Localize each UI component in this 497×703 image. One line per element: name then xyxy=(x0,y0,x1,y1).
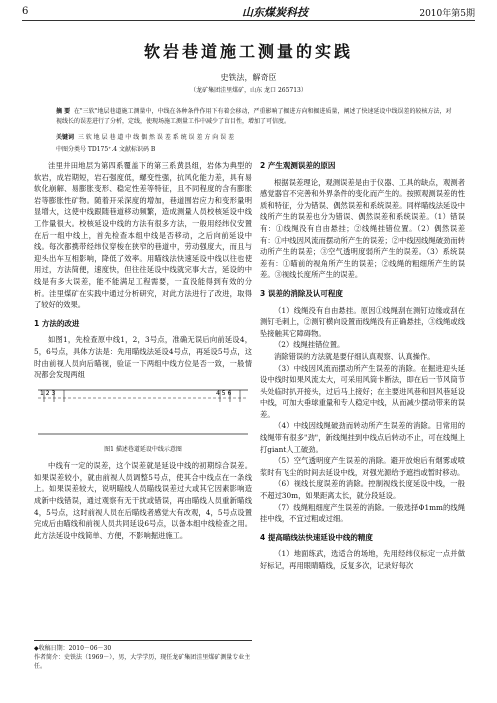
abstract xyxy=(56,107,456,127)
section3-heading: 3 误差的消除及认可程度 xyxy=(260,288,343,298)
section3-item: 消除错误的方法就是要仔细认真观察、认真操作。 xyxy=(274,351,435,361)
section3-item: （2）线绳挂错位置。 xyxy=(274,340,345,350)
section1-paragraph-1: 如图1，先检查原中线1，2，3号点，准确无误后向前延设4，5，6号点，具体方法是：先用瞄线法延设4号点，再延设5号点，这时由前视人员向后瞄视，验证一下两组中线方位是否一致，一般情况都会发现两组 xyxy=(34,335,252,380)
keywords-label: 关键词 xyxy=(56,134,75,141)
section1-heading: 1 方法的改进 xyxy=(34,318,80,328)
abstract-text: 在"三软"地层巷道施工测量中，中线在各种条件作用下有着会移动，严重影响了掘进方向和掘进质量，阐述了快速延设中线误差的较核方法，对视线长的误差进行了分析，定线，使现场施工测量工作中减少了盲目性，增加了可信度。 xyxy=(56,108,452,125)
section3-item: （6）视线长度误差的消除。控制视线长度延设中线，一般不超过30m，如果距离太长，就分段延设。 xyxy=(260,479,465,501)
section3-item: （7）线绳粗细度产生误差的消除。一般选择Φ1mm的线绳挂中线，不宜过粗或过细。 xyxy=(260,502,465,524)
issue-label: 2010年第5期 xyxy=(419,9,475,19)
abstract-label: 摘 要 xyxy=(56,108,71,115)
section4-heading: 4 提高瞄线法快速延设中线的精度 xyxy=(260,532,373,542)
section2-heading: 2 产生观测误差的原因 xyxy=(260,161,336,170)
figure-left-label: 1 2 3 xyxy=(40,389,56,397)
figure-1-caption: 图1 描述巷道延设中线示意图 xyxy=(104,445,182,453)
classification: 中图分类号 TD175⁺.4 文献标识码 B xyxy=(56,146,156,153)
keywords-text: 三 软 地 层 巷 道 中 线 偶 然 误 差 系 统 误 差 方 向 误 差 xyxy=(77,134,235,141)
received-date: ◆收稿日期：2010－06－30 xyxy=(34,645,112,652)
section3-item: （3）中线因风流而摆动所产生误差的消除。在掘进迎头延设中线时如果风流太大，可采用风筒卡断法，即在后一节风筒节头处临时扒开接头，过后马上接好；在主要进风巷和回风巷延设中线，可加大垂球重量和专人稳定中线，从而减少摆动带来的误差。 xyxy=(260,363,465,419)
page-number: 6 xyxy=(22,6,29,17)
article-title: 软岩巷道施工测量的实践 xyxy=(143,42,353,61)
section3-item: （1）线绳没有自由悬挂。原因①线绳刮在测钉边缘或刮在测钉毛刺上，②测钉横向设置而线绳没有正确悬挂，③线绳或线坠接触其它障碍物。 xyxy=(260,305,465,338)
author-bio: 作者简介：史铁法（1969－），男，大学学历，现任龙矿集团洼里煤矿测量专业主任。 xyxy=(34,654,251,670)
section1-paragraph-2: 中线有一定的误差，这个误差就是延设中线的初期综合误差。如果误差较小，就由前视人员调整5号点，使其合中线点在一条线上。如果误差较大，说明瞄线人员瞄线误差过大或其它因素影响造成新中线错误，通过观察有无干扰或错误，再由瞄线人员重新瞄线4，5号点，这时前视人员在后瞄线者感觉大有改观，4，5号点设置完成后由瞄线和前视人员共同延设6号点，以备本组中线检查之用。此方法延设中线简单、方便，不影响掘进施工。 xyxy=(34,461,252,540)
running-header xyxy=(22,0,475,21)
figure-1 xyxy=(34,384,252,440)
journal-logo: 山东煤炭科技 xyxy=(242,6,308,19)
footnote xyxy=(34,640,252,671)
keywords xyxy=(56,132,456,141)
intro-paragraph: 洼里井田地层为第四系覆盖下的第三系黄县组，岩体为典型的软岩，成岩期短，岩石强度低，螺变性强，抗风化能力差，具有易软化崩解、易膨胀变形、稳定性差等特征，且不同程度的含有膨胀岩等膨胀性矿物。随着开采深度的增加，巷道围岩应力和变形量明显增大，这使中线跟随巷道移动频繁，造成测量人员校核延设中线工作量很大。校核延设中线的方法有很多方法，一般用经纬仪安置在后一组中线上，首先检查本组中线是否移动，之后向前延设中线。每次都携带经纬仪穿梭在狭窄的巷道中，劳动强度大，而且与迎头出车互相影响，降低了效率。用瞄线法快速延设中线以往也使用过，方法简便，速度快，但往往延设中线就完事大吉，延设的中线是有多大误差，能不能满足工程需要，一直没能得到有效的分析。洼里煤矿在实践中通过分析研究，对此方法进行了改进，取得了较好的效果。 xyxy=(34,161,252,310)
authors: 史铁法，解奇臣 xyxy=(220,73,277,82)
section3-item: （5）空气透明度产生误差的消除。避开放炮后有烟雾或喷浆时有飞尘的时间去延设中线，对强光源给予遮挡或暂时移动。 xyxy=(260,456,465,477)
affiliation: （龙矿集团洼里煤矿，山东 龙口 265713） xyxy=(190,87,307,94)
right-column xyxy=(260,160,465,572)
section2-paragraph: 根据误差理论，观测误差是由于仪器、工具的缺点，观测者感觉器官不完善和外界条件的变化而产生的。按照观测误差的性质和特征，分为错误、偶然误差和系统误差。同样瞄线法延设中线所产生的误差也分为错误、偶然误差和系统误差。（1）错误有：①线绳没有自由悬挂；②线绳挂错位置。（2）偶然误差有：①中线因风流而摆动所产生的误差；②中线因线绳破劲而转动所产生的误差；③空气透明度弱所产生的误差。（3）系统误差有：①瞄前的视角所产生的误差；②线绳的粗细所产生的误差。③视线长度所产生的误差。 xyxy=(260,177,465,280)
figure-1-drawing xyxy=(34,384,252,440)
figure-right-label: 4 5 6 xyxy=(216,389,232,397)
left-column xyxy=(34,160,252,541)
section4-paragraph: （1）地面练武，选适合的场地，先用经纬仪标定一点并做好标记，再用眼睛瞄线，反复多次，记录好每次 xyxy=(260,549,465,570)
section3-item: （4）中线因线绳破劲而转动所产生误差的消除。日常用的线绳带有很多"劲"，新线绳挂到中线点后转动不止，可在线绳上打giant人工破劲。 xyxy=(260,421,465,454)
